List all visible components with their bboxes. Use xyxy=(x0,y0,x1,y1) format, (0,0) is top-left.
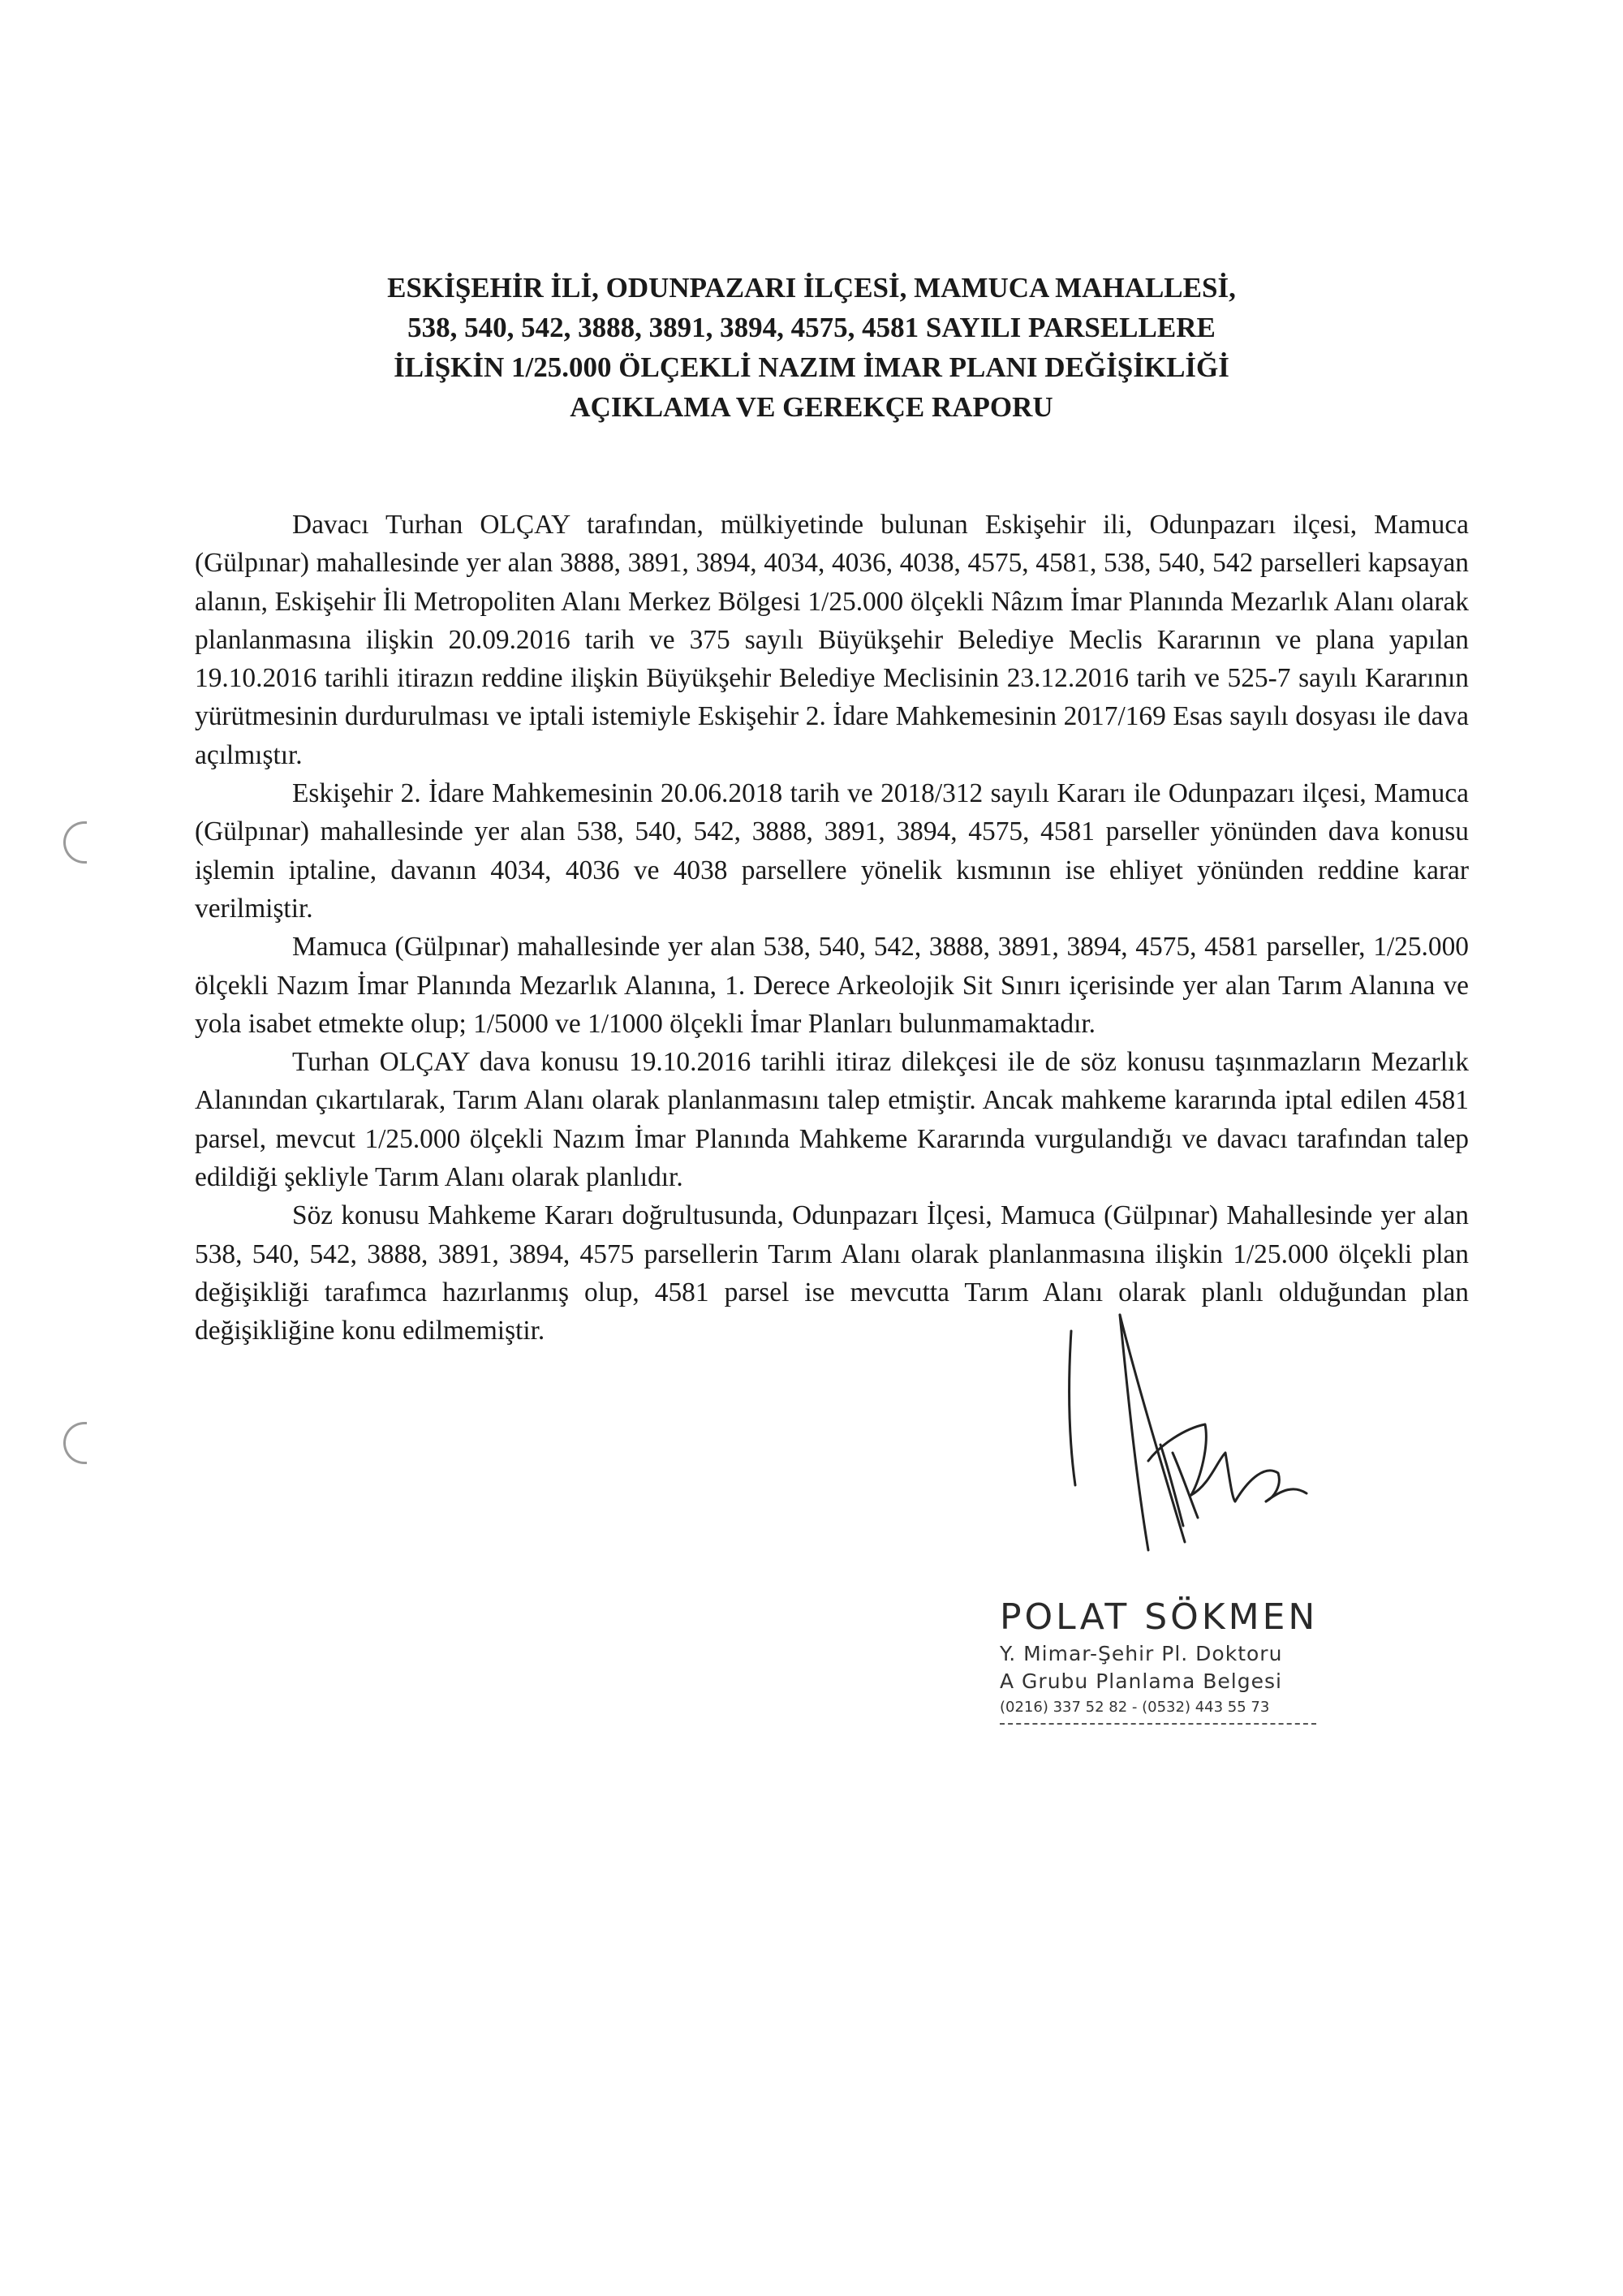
stamp-title: Y. Mimar-Şehir Pl. Doktoru xyxy=(1000,1642,1283,1665)
handwritten-signature xyxy=(974,1282,1339,1591)
punch-hole-mark xyxy=(63,1422,87,1464)
paragraph-1: Davacı Turhan OLÇAY tarafından, mülkiyetinde bulunan Eskişehir ili, Odunpazarı ilçesi, Mamuca (Gülpınar) mahallesinde yer alan 3888, 3891, 3894, 4034, 4036, 4038, 4575, 4581, 538, 540, 542 parselleri kapsayan alanın, Eskişehir İli Metropoliten Alanı Merkez Bölgesi 1/25.000 ölçekli Nâzım İmar Planında Mezarlık Alanı olarak planlanmasına ilişkin 20.09.2016 tarih ve 375 sayılı Büyükşehir Belediye Meclis Kararının ve plana yapılan 19.10.2016 tarihli itirazın reddine ilişkin Büyükşehir Belediye Meclisinin 23.12.2016 tarih ve 525-7 sayılı Kararının yürütmesinin durdurulması ve iptali istemiyle Eskişehir 2. İdare Mahkemesinin 2017/169 Esas sayılı dosyası ile dava açılmıştır. xyxy=(195,510,1469,770)
document-title xyxy=(308,268,1315,427)
stamp-license: A Grubu Planlama Belgesi xyxy=(1000,1669,1282,1693)
title-line-2: 538, 540, 542, 3888, 3891, 3894, 4575, 4581 SAYILI PARSELLERE xyxy=(407,312,1216,343)
paragraph-2: Eskişehir 2. İdare Mahkemesinin 20.06.2018 tarih ve 2018/312 sayılı Kararı ile Odunpazarı ilçesi, Mamuca (Gülpınar) mahallesinde yer alan 538, 540, 542, 3888, 3891, 3894, 4575, 4581 parseller yönünden dava konusu işlemin iptaline, davanın 4034, 4036 ve 4038 parsellere yönelik kısmının ise ehliyet yönünden reddine karar verilmiştir. xyxy=(195,778,1469,924)
signature-stamp xyxy=(1000,1595,1341,1725)
stamp-underline xyxy=(1000,1723,1316,1725)
stamp-name: POLAT SÖKMEN xyxy=(1000,1596,1319,1638)
title-line-3: İLİŞKİN 1/25.000 ÖLÇEKLİ NAZIM İMAR PLANI DEĞİŞİKLİĞİ xyxy=(394,351,1229,383)
report-body xyxy=(195,506,1469,1350)
paragraph-3: Mamuca (Gülpınar) mahallesinde yer alan 538, 540, 542, 3888, 3891, 3894, 4575, 4581 parseller, 1/25.000 ölçekli Nazım İmar Planında Mezarlık Alanına, 1. Derece Arkeolojik Sit Sınırı içerisinde yer alan Tarım Alanına ve yola isabet etmekte olup; 1/5000 ve 1/1000 ölçekli İmar Planları bulunmamaktadır. xyxy=(195,932,1469,1039)
signature-strokes xyxy=(974,1282,1339,1591)
title-line-1: ESKİŞEHİR İLİ, ODUNPAZARI İLÇESİ, MAMUCA MAHALLESİ, xyxy=(387,272,1236,304)
paragraph-4: Turhan OLÇAY dava konusu 19.10.2016 tarihli itiraz dilekçesi ile de söz konusu taşınmazların Mezarlık Alanından çıkartılarak, Tarım Alanı olarak planlanmasını talep etmiştir. Ancak mahkeme kararında iptal edilen 4581 parsel, mevcut 1/25.000 ölçekli Nazım İmar Planında Mahkeme Kararında vurgulandığı ve davacı tarafından talep edildiği şekliyle Tarım Alanı olarak planlıdır. xyxy=(195,1047,1469,1193)
punch-hole-mark xyxy=(63,821,87,864)
paragraph-5: Söz konusu Mahkeme Kararı doğrultusunda, Odunpazarı İlçesi, Mamuca (Gülpınar) Mahallesinde yer alan 538, 540, 542, 3888, 3891, 3894, 4575 parsellerin Tarım Alanı olarak planlanmasına ilişkin 1/25.000 ölçekli plan değişikliği tarafımca hazırlanmış olup, 4581 parsel ise mevcutta Tarım Alanı olarak planlı olduğundan plan değişikliğine konu edilmemiştir. xyxy=(195,1200,1469,1346)
stamp-phone: (0216) 337 52 82 - (0532) 443 55 73 xyxy=(1000,1699,1270,1716)
title-line-4: AÇIKLAMA VE GEREKÇE RAPORU xyxy=(570,391,1053,423)
